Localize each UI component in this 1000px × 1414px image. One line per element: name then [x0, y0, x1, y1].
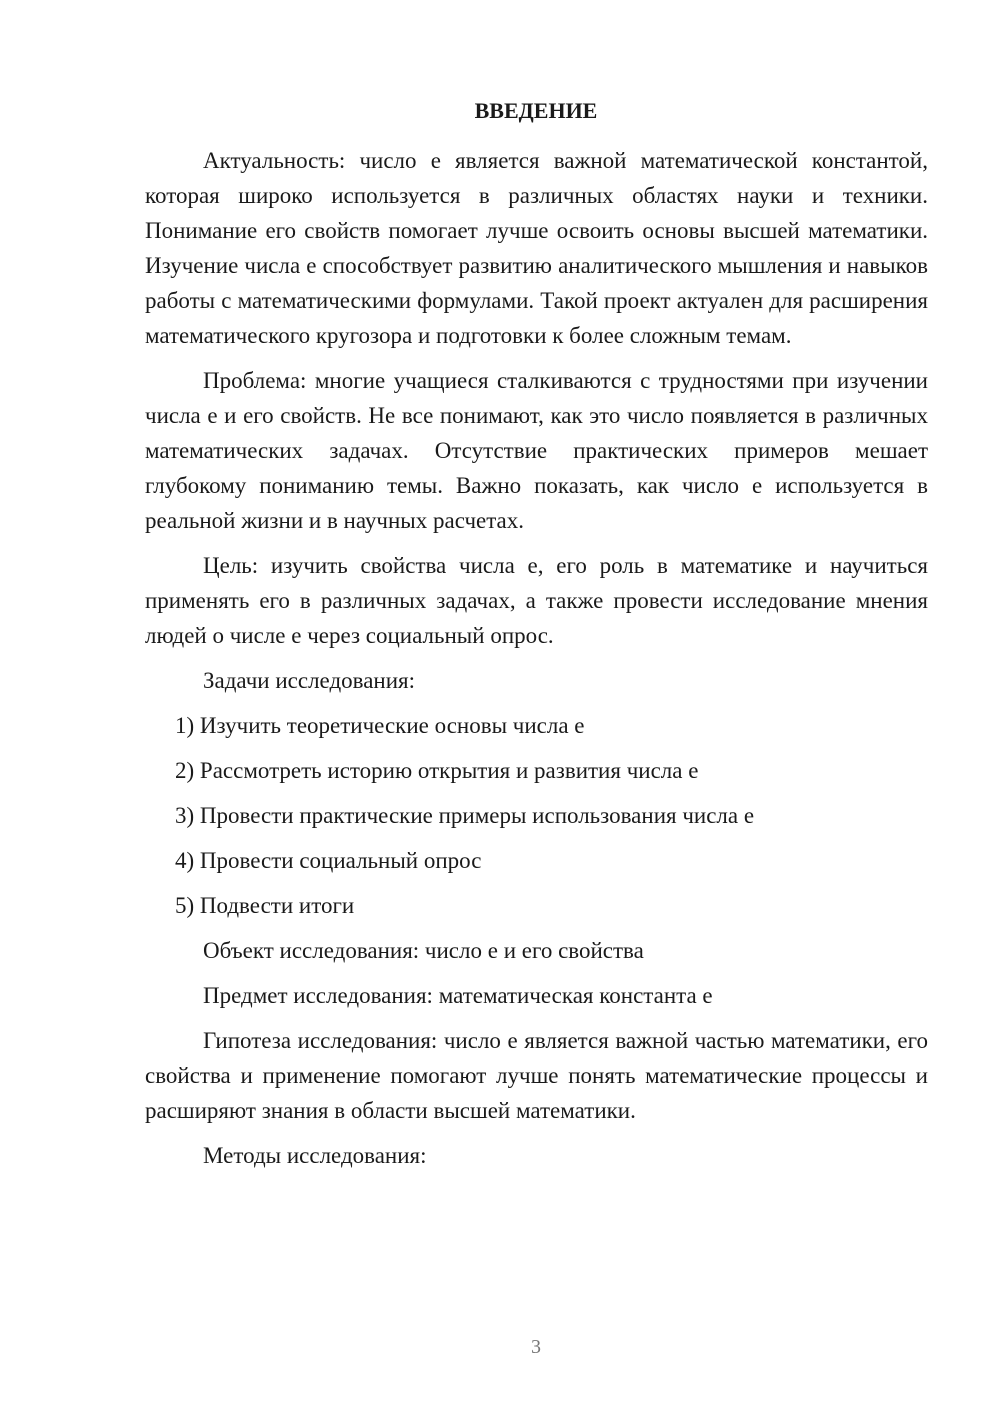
problem-paragraph: Проблема: многие учащиеся сталкиваются с трудностями при изучении числа e и его свойств. Не все понимают, как это число появляется в различных математических задачах. Отсутствие практических примеров мешает глубокому пониманию темы. Важно показать, как число e используется в реальной жизни и в научных расчетах.	[145, 368, 928, 533]
list-item: 2) Рассмотреть историю открытия и развития числа e	[175, 758, 699, 783]
hypothesis-paragraph: Гипотеза исследования: число e является важной частью математики, его свойства и применение помогают лучше понять математические процессы и расширяют знания в области высшей математики.	[145, 1028, 928, 1123]
methods-label: Методы исследования:	[203, 1143, 427, 1168]
body-text	[145, 143, 928, 1183]
list-item: 3) Провести практические примеры использования числа e	[175, 803, 755, 828]
goal-paragraph: Цель: изучить свойства числа e, его роль в математике и научиться применять его в различных задачах, а также провести исследование мнения людей о числе e через социальный опрос.	[145, 553, 928, 648]
relevance-paragraph: Актуальность: число e является важной математической константой, которая широко используется в различных областях науки и техники. Понимание его свойств помогает лучше освоить основы высшей математики. Изучение числа e способствует развитию аналитического мышления и навыков работы с математическими формулами. Такой проект актуален для расширения математического кругозора и подготовки к более сложным темам.	[145, 148, 928, 348]
tasks-label: Задачи исследования:	[203, 668, 416, 693]
page-number: 3	[531, 1336, 541, 1358]
list-item: 5) Подвести итоги	[175, 893, 355, 918]
tasks-list	[145, 708, 928, 923]
list-item: 4) Провести социальный опрос	[175, 848, 482, 873]
list-item: 1) Изучить теоретические основы числа e	[175, 713, 585, 738]
section-heading: ВВЕДЕНИЕ	[474, 98, 598, 123]
research-subject: Предмет исследования: математическая константа e	[203, 983, 713, 1008]
research-object: Объект исследования: число e и его свойства	[203, 938, 644, 963]
